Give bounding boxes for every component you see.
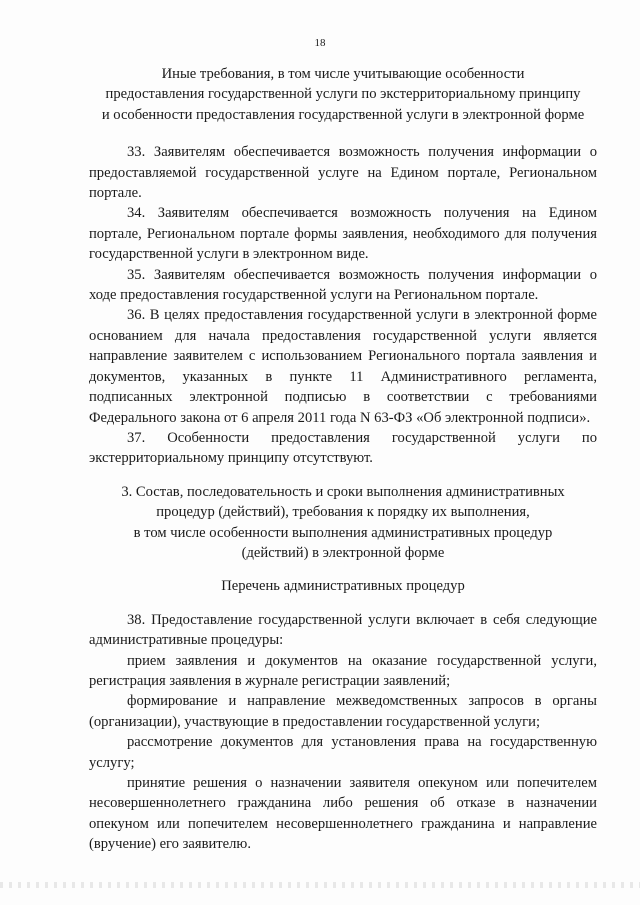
paragraph-33: 33. Заявителям обеспечивается возможность получения информации о предоставляемой государственной услуге на Едином портале, Региональном портале. bbox=[89, 144, 597, 202]
heading-line: процедур (действий), требования к порядку их выполнения, bbox=[156, 504, 530, 521]
paragraph-36: 36. В целях предоставления государственной услуги в электронной форме основанием для начала предоставления государственной услуги является направление заявителем с использованием Регионального портала заявления и документов, указанных в пункте 11 Административного регламента, подписанных электронной подписью в соответствии с требованиями Федерального закона от 6 апреля 2011 года N 63-ФЗ «Об электронной подписи». bbox=[89, 307, 597, 426]
subheading-procedures-list: Перечень административных процедур bbox=[221, 578, 465, 595]
section-heading-3 bbox=[89, 482, 597, 564]
procedure-item: принятие решения о назначении заявителя опекуном или попечителем несовершеннолетнего гражданина либо решения об отказе в назначении опекуном или попечителем несовершеннолетнего гражданина и направление (вручение) его заявителю. bbox=[89, 775, 597, 853]
heading-line: 3. Состав, последовательность и сроки выполнения административных bbox=[121, 483, 565, 500]
procedure-item: формирование и направление межведомственных запросов в органы (организации), участвующие в предоставлении государственной услуги; bbox=[89, 693, 597, 730]
paragraph-38: 38. Предоставление государственной услуги включает в себя следующие административные процедуры: bbox=[89, 611, 597, 649]
heading-line: (действий) в электронной форме bbox=[241, 544, 445, 561]
paragraph-34: 34. Заявителям обеспечивается возможность получения на Едином портале, Региональном портале формы заявления, необходимого для получения государственной услуги в электронном виде. bbox=[89, 205, 597, 263]
paragraph-35: 35. Заявителям обеспечивается возможность получения информации о ходе предоставления государственной услуги на Региональном портале. bbox=[89, 266, 597, 304]
document-body bbox=[89, 64, 597, 855]
procedure-item: прием заявления и документов на оказание государственной услуги, регистрация заявления в журнале регистрации заявлений; bbox=[89, 652, 597, 689]
heading-line: Иные требования, в том числе учитывающие особенности bbox=[161, 66, 525, 82]
scan-artifact-divider bbox=[0, 882, 640, 888]
heading-line: предоставления государственной услуги по экстерриториальному принципу bbox=[105, 86, 581, 103]
procedure-item: рассмотрение документов для установления права на государственную услугу; bbox=[89, 734, 597, 771]
paragraph-37: 37. Особенности предоставления государственной услуги по экстерриториальному принципу отсутствуют. bbox=[89, 429, 597, 467]
section-heading-other-requirements bbox=[89, 64, 597, 125]
page-number: 18 bbox=[314, 37, 326, 49]
heading-line: и особенности предоставления государственной услуги в электронной форме bbox=[101, 106, 585, 123]
heading-line: в том числе особенности выполнения административных процедур bbox=[133, 524, 553, 541]
